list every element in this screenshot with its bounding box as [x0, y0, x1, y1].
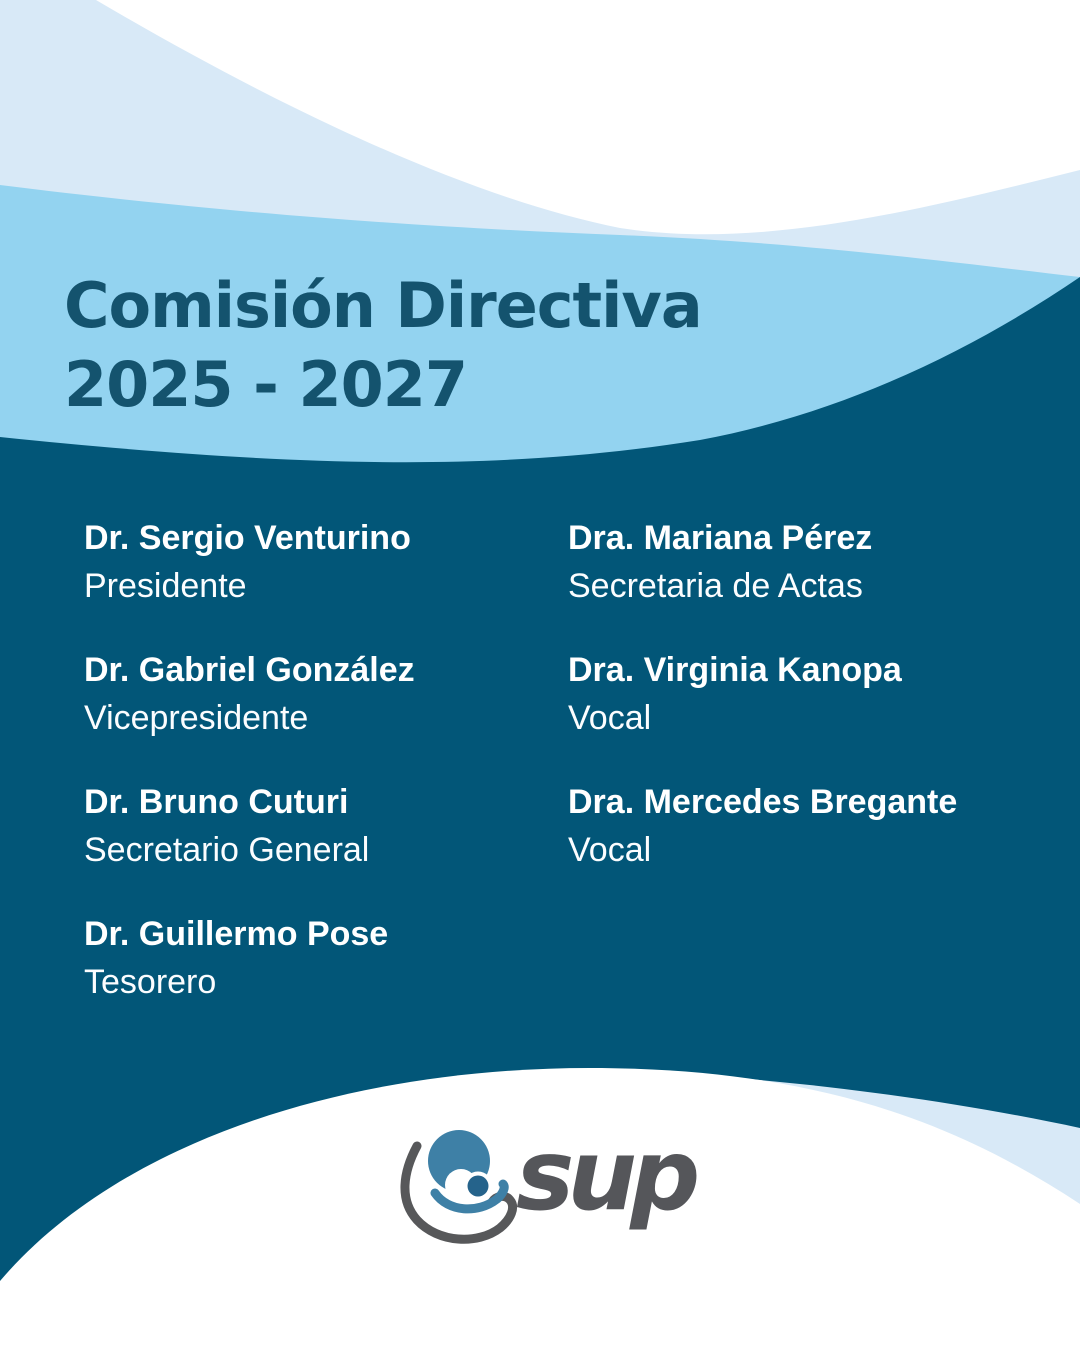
- member-role: Vocal: [568, 831, 652, 869]
- member-name: Dr. Sergio Venturino: [84, 519, 411, 557]
- member-name: Dra. Mercedes Bregante: [568, 783, 958, 821]
- member-role: Vocal: [568, 699, 652, 737]
- page-title-line2: 2025 - 2027: [64, 348, 468, 421]
- page-title-line1: Comisión Directiva: [64, 269, 702, 342]
- member-role: Vicepresidente: [84, 699, 309, 737]
- member-entry: [84, 514, 564, 610]
- member-entry: [568, 646, 1048, 742]
- member-entry: [568, 778, 1048, 874]
- member-role: Secretaria de Actas: [568, 567, 863, 605]
- member-entry: [84, 910, 564, 1006]
- member-name: Dr. Bruno Cuturi: [84, 783, 349, 821]
- member-name: Dra. Virginia Kanopa: [568, 651, 902, 689]
- member-entry: [568, 514, 1048, 610]
- member-name: Dr. Gabriel González: [84, 651, 415, 689]
- member-entry: [84, 646, 564, 742]
- member-role: Secretario General: [84, 831, 370, 869]
- sup-logo-wordmark: sup: [516, 1119, 694, 1233]
- member-role: Tesorero: [84, 963, 217, 1001]
- member-name: Dr. Guillermo Pose: [84, 915, 389, 953]
- member-role: Presidente: [84, 567, 247, 605]
- member-entry: [84, 778, 564, 874]
- member-name: Dra. Mariana Pérez: [568, 519, 873, 557]
